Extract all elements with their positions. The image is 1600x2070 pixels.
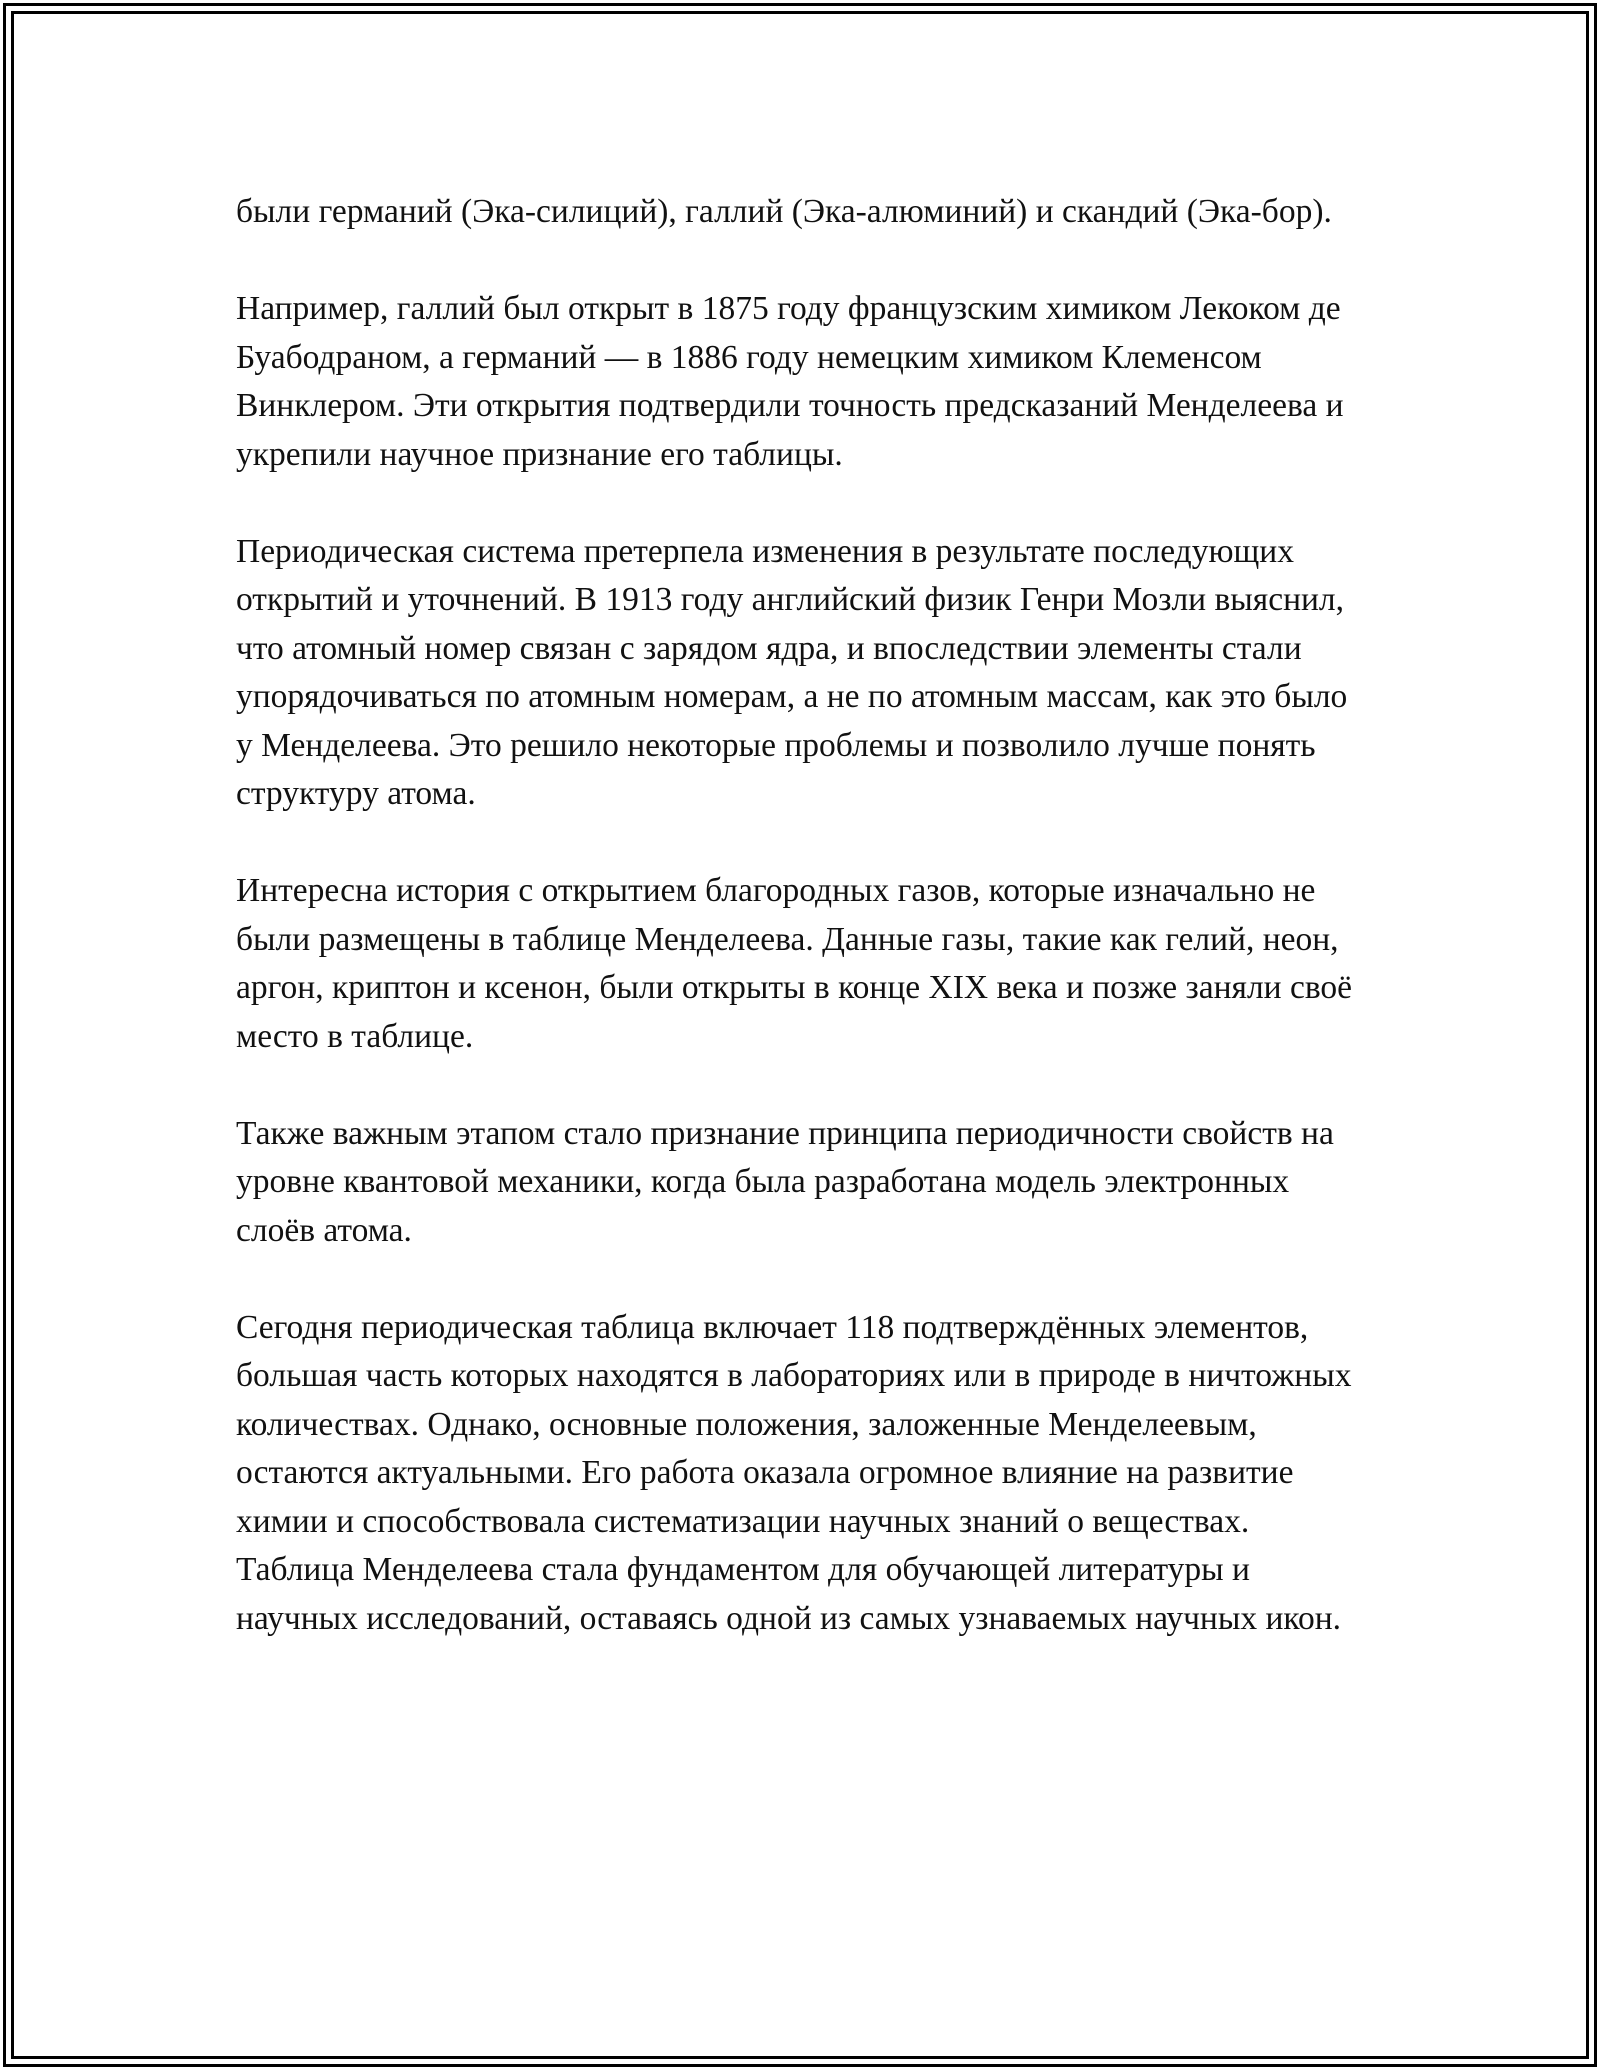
paragraph-4: Интересна история с открытием благородных газов, которые изначально не были размещены в таблице Менделеева. Данные газы, такие как гелий, неон, аргон, криптон и ксенон, были открыты в конце XIX века и позже заняли своё место в таблице. xyxy=(236,872,1353,1055)
document-body xyxy=(236,188,1366,1692)
paragraph-2: Например, галлий был открыт в 1875 году французским химиком Лекоком де Буабодраном, а германий — в 1886 году немецким химиком Клеменсом Винклером. Эти открытия подтвердили точность предсказаний Менделеева и укрепили научное признание его таблицы. xyxy=(236,290,1344,473)
paragraph-3: Периодическая система претерпела изменения в результате последующих открытий и уточнений. В 1913 году английский физик Генри Мозли выяснил, что атомный номер связан с зарядом ядра, и впоследствии элементы стали упорядочиваться по атомным номерам, а не по атомным массам, как это было у Менделеева. Это решило некоторые проблемы и позволило лучше понять структуру атома. xyxy=(236,532,1348,812)
paragraph-1: были германий (Эка-силиций), галлий (Эка-алюминий) и скандий (Эка-бор). xyxy=(236,193,1332,230)
paragraph-6: Сегодня периодическая таблица включает 118 подтверждённых элементов, большая часть которых находятся в лабораториях или в природе в ничтожных количествах. Однако, основные положения, заложенные Менделеевым, остаются актуальными. Его работа оказала огромное влияние на развитие химии и способствовала систематизации научных знаний о веществах. Таблица Менделеева стала фундаментом для обучающей литературы и научных исследований, оставаясь одной из самых узнаваемых научных икон. xyxy=(236,1308,1352,1637)
paragraph-5: Также важным этапом стало признание принципа периодичности свойств на уровне квантовой механики, когда была разработана модель электронных слоёв атома. xyxy=(236,1114,1334,1249)
